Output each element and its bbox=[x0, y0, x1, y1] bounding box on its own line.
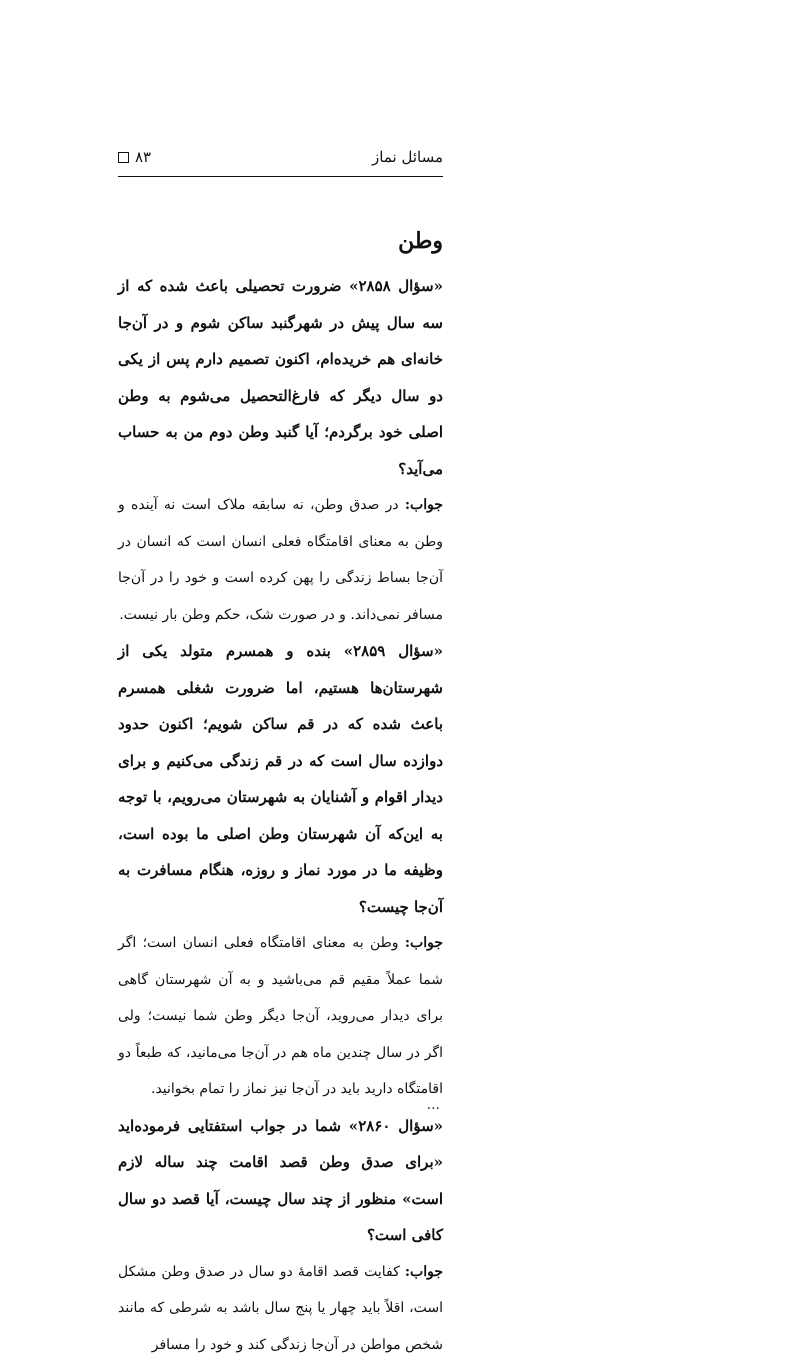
section-title: وطن bbox=[243, 228, 443, 254]
answer-label: جواب: bbox=[405, 497, 443, 513]
qa-content bbox=[118, 268, 443, 1363]
page-number: ۸۳ bbox=[135, 148, 151, 166]
book-title: مسائل نماز bbox=[372, 148, 443, 166]
answer-2860 bbox=[118, 1254, 443, 1363]
question-2858: «سؤال ۲۸۵۸» ضرورت تحصیلی باعث شده که از سه سال پیش در شهرگنبد ساکن شوم و در آن‌جا خانه‌ای هم خریده‌ام، اکنون تصمیم دارم پس از یکی دو سال دیگر که فارغ‌التحصیل می‌شوم به وطن اصلی خود برگردم؛ آیا گنبد وطن دوم من به حساب می‌آید؟ bbox=[118, 268, 443, 487]
answer-text: کفایت قصد اقامهٔ دو سال در صدق وطن مشکل است، اقلاً باید چهار یا پنج سال باشد به شرطی که مانند شخص مواطن در آن‌جا زندگی کند و خود را مسافر bbox=[118, 1264, 443, 1353]
running-header bbox=[118, 144, 443, 170]
cut-off-line: ... bbox=[380, 1090, 440, 1100]
answer-2859 bbox=[118, 925, 443, 1108]
answer-label: جواب: bbox=[405, 935, 443, 951]
answer-text: وطن به معنای اقامتگاه فعلی انسان است؛ اگر شما عملاً مقیم قم می‌باشید و به آن شهرستان گاهی برای دیدار می‌روید، آن‌جا دیگر وطن شما نیست؛ ولی اگر در سال چندین ماه هم در آن‌جا می‌مانید، که طبعاً دو اقامتگاه دارید باید در آن‌جا نیز نماز را تمام بخوانید. bbox=[118, 935, 443, 1097]
answer-2858 bbox=[118, 487, 443, 633]
question-2860: «سؤال ۲۸۶۰» شما در جواب استفتایی فرموده‌اید «برای صدق وطن قصد اقامت چند ساله لازم است» منظور از چند سال چیست، آیا قصد دو سال کافی است؟ bbox=[118, 1108, 443, 1254]
answer-label: جواب: bbox=[405, 1264, 443, 1280]
square-box-icon bbox=[118, 152, 129, 163]
header-rule bbox=[118, 176, 443, 177]
page-number-group bbox=[118, 148, 151, 166]
answer-text: در صدق وطن، نه سابقه ملاک است نه آینده و وطن به معنای اقامتگاه فعلی انسان است که انسان در آن‌جا بساط زندگی را پهن کرده است و خود را در آن‌جا مسافر نمی‌داند. و در صورت شک، حکم وطن بار نیست. bbox=[118, 497, 443, 623]
question-2859: «سؤال ۲۸۵۹» بنده و همسرم متولد یکی از شهرستان‌ها هستیم، اما ضرورت شغلی همسرم باعث شده که در قم ساکن شویم؛ اکنون حدود دوازده سال است که در قم زندگی می‌کنیم و برای دیدار اقوام و آشنایان به شهرستان می‌رویم، با توجه به این‌که آن شهرستان وطن اصلی ما بوده است، وظیفه ما در مورد نماز و روزه، هنگام مسافرت به آن‌جا چیست؟ bbox=[118, 633, 443, 925]
